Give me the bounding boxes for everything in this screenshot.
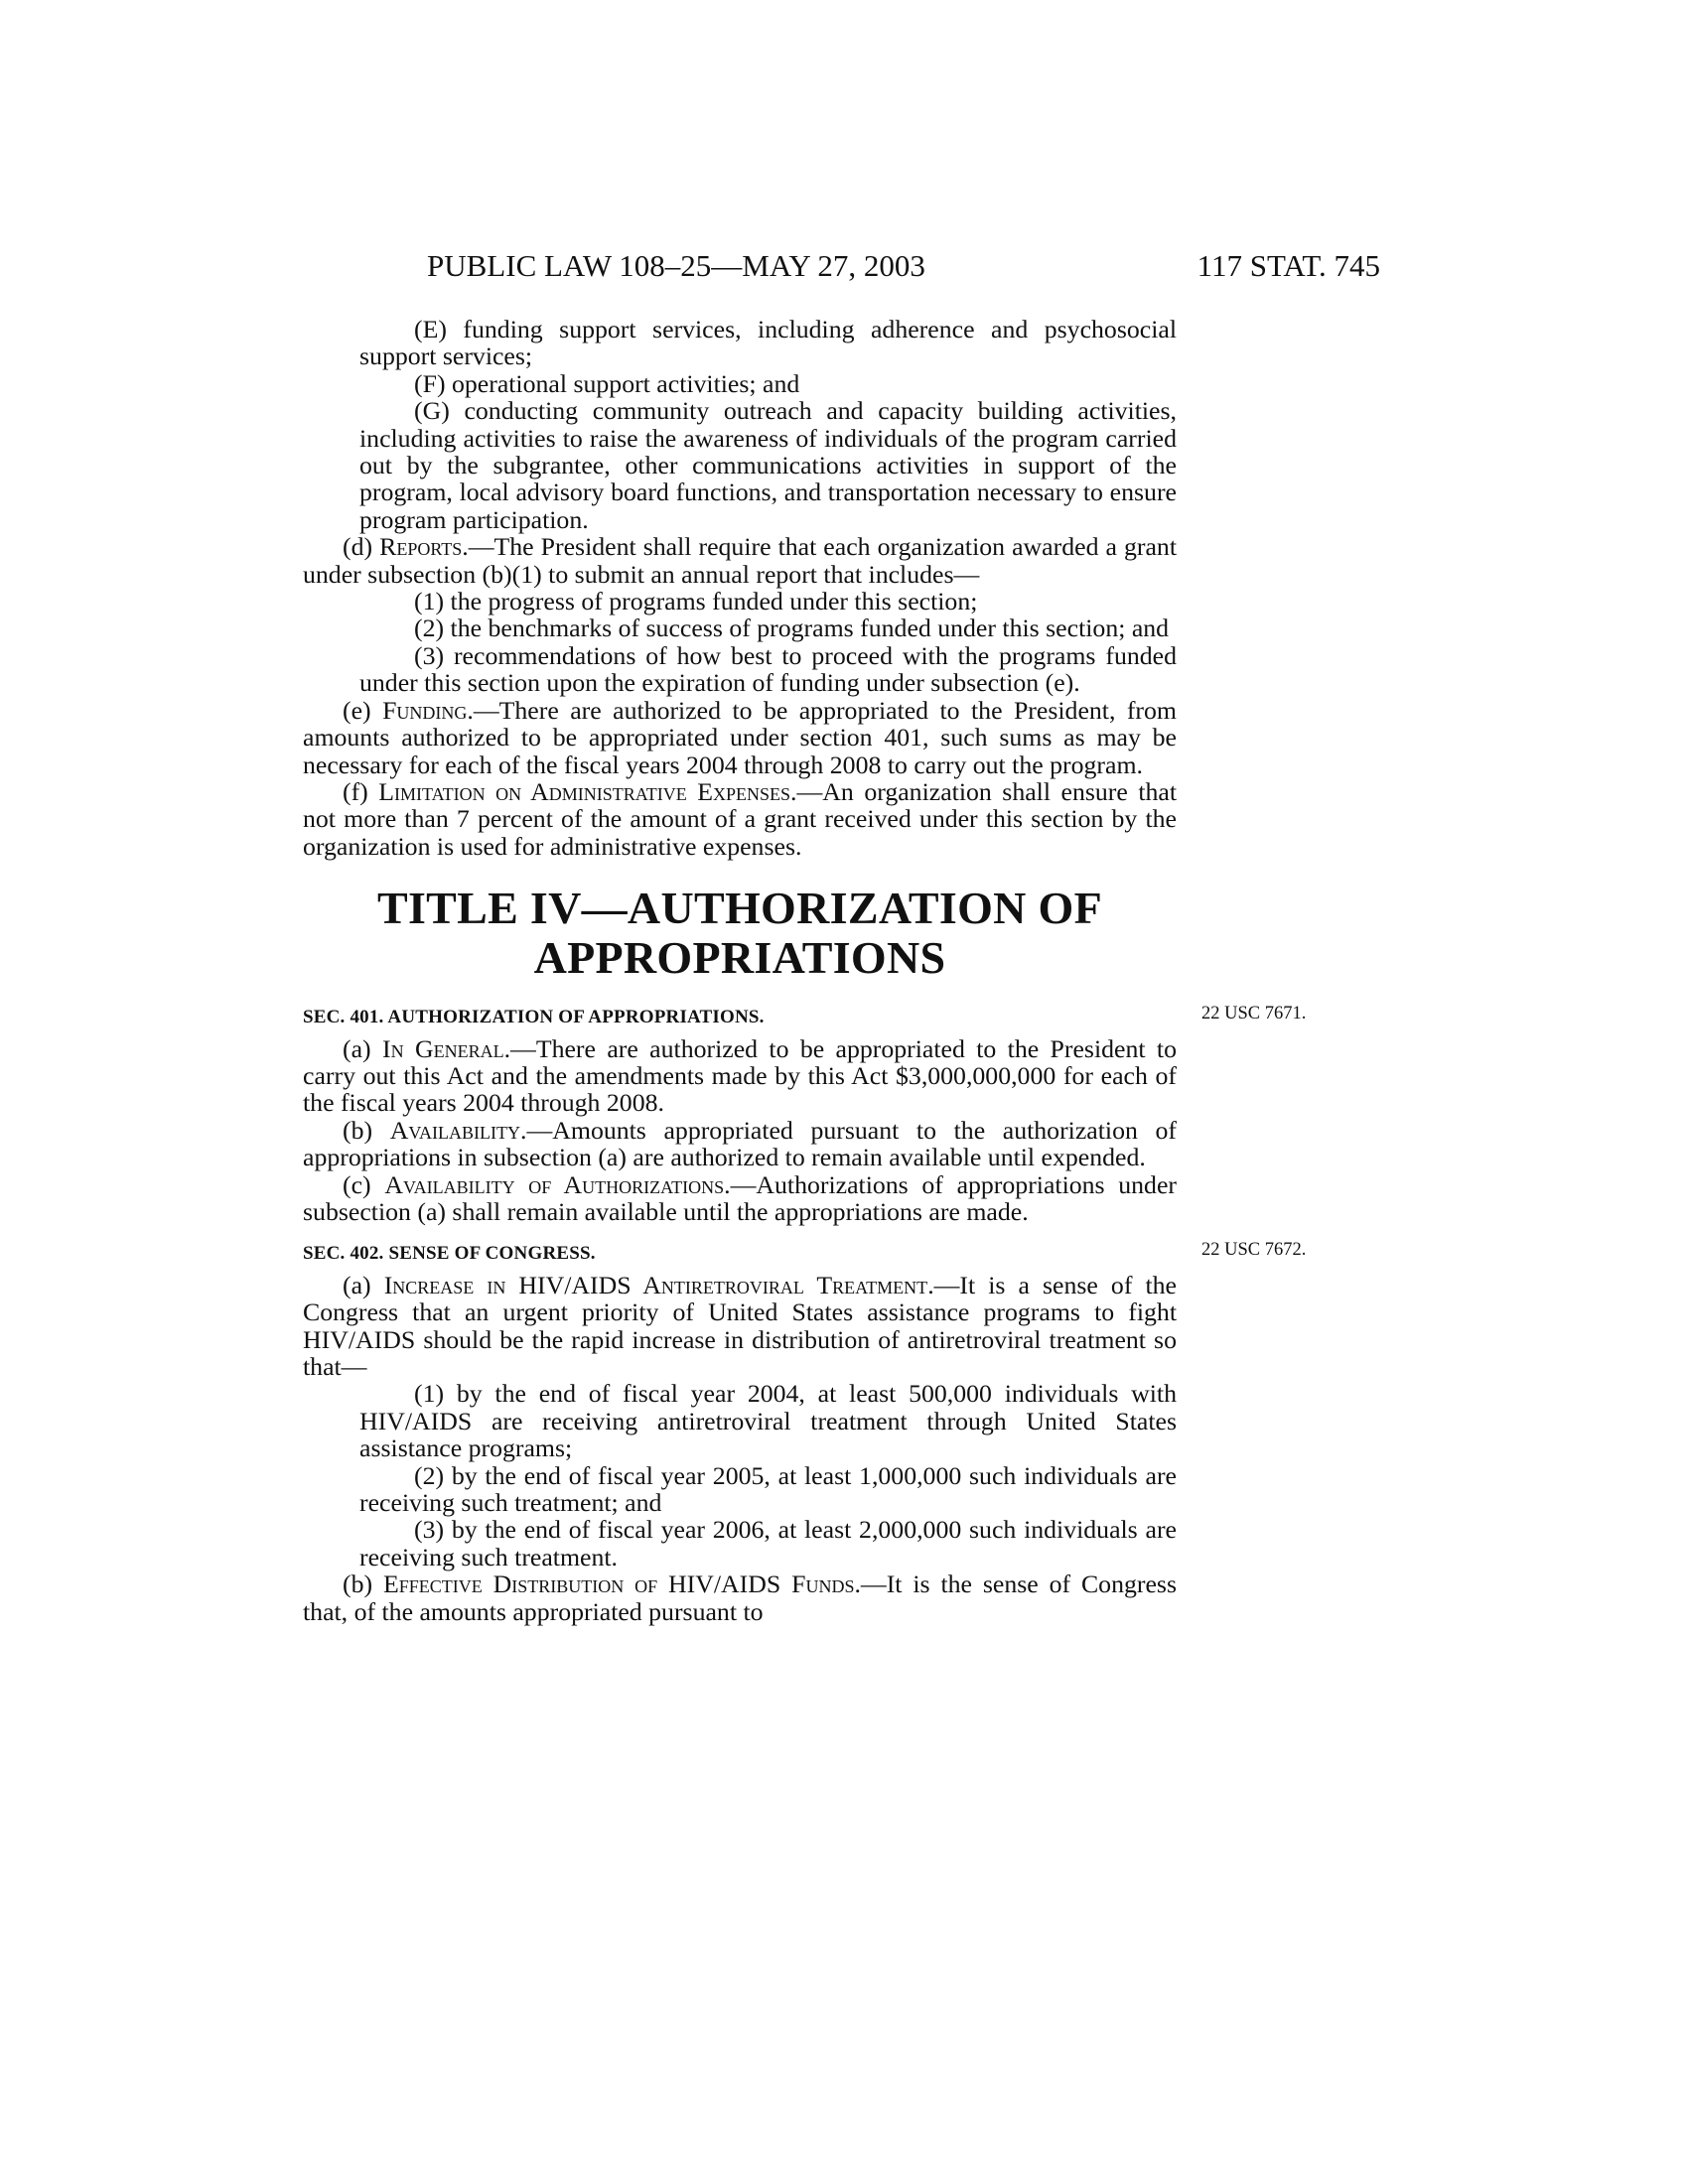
sec401-c-prefix: (c) <box>343 1169 385 1199</box>
subsection-d-label: Reports <box>379 532 463 562</box>
reports-item-2: (2) the benchmarks of success of programs funded under this section; and <box>414 614 1170 643</box>
sec402-a-text: .—It is a sense of the Congress that an urgent priority of United States assistance programs to fight HIV/AIDS should be the rapid increase in distribution of antiretroviral treatment so that— <box>303 1270 1177 1381</box>
title-line-2: APPROPRIATIONS <box>533 932 946 984</box>
subsection-d-prefix: (d) <box>343 532 380 562</box>
sec401-subsection-c <box>303 1171 1177 1226</box>
sec401-c-text: .—Authorizations of appropriations under subsection (a) shall remain available until the appropriations are made. <box>303 1169 1177 1226</box>
sec402-b-prefix: (b) <box>343 1570 383 1599</box>
item-f: (F) operational support activities; and <box>414 368 800 398</box>
section-401-margin-note: 22 USC 7671. <box>1201 1004 1307 1024</box>
sec401-subsection-b <box>303 1117 1177 1171</box>
sec401-b-label: Availability <box>389 1115 520 1145</box>
law-citation: PUBLIC LAW 108–25—MAY 27, 2003 <box>427 248 925 283</box>
sec402-subsection-a <box>303 1272 1177 1381</box>
sec401-c-label: Availability of Authorizations <box>384 1169 725 1199</box>
section-402-heading: SEC. 402. SENSE OF CONGRESS. <box>303 1243 596 1265</box>
sec402-subsection-b <box>303 1570 1177 1625</box>
statute-page-number: 117 STAT. 745 <box>1196 248 1380 283</box>
sec402-item-1: (1) by the end of fiscal year 2004, at least 500,000 individuals with HIV/AIDS are receiving antiretroviral treatment through United States assistance programs; <box>359 1379 1177 1463</box>
title-line-1: TITLE IV—AUTHORIZATION OF <box>376 883 1102 934</box>
subsection-e-text: .—There are authorized to be appropriated to the President, from amounts authorized to be appropriated under section 401, such sums as may be necessary for each of the fiscal years 2004 through 2008 to carry out the program. <box>303 695 1177 779</box>
subsection-f-limitation <box>303 778 1177 860</box>
subsection-f-prefix: (f) <box>343 776 379 806</box>
section-401-heading-row <box>303 1001 1307 1030</box>
sec402-a-prefix: (a) <box>343 1270 384 1299</box>
sec401-a-text: .—There are authorized to be appropriated to the President to carry out this Act and the amendments made by this Act $3,000,000,000 for each of the fiscal years 2004 through 2008. <box>303 1033 1177 1118</box>
item-g: (G) conducting community outreach and capacity building activities, including activities to raise the awareness of individuals of the program carried out by the subgrantee, other communications activities in support of the program, local advisory board functions, and transportation necessary to ensure program participation. <box>359 396 1177 534</box>
document-body <box>303 315 1307 1626</box>
subsection-e-prefix: (e) <box>343 695 383 725</box>
subsection-d-reports <box>303 533 1177 588</box>
subsection-e-label: Funding <box>382 695 468 725</box>
sec401-b-text: .—Amounts appropriated pursuant to the authorization of appropriations in subsection (a) are authorized to remain available until expended. <box>303 1115 1177 1172</box>
subsection-f-label: Limitation on Administrative Expenses <box>378 776 791 806</box>
sec401-a-prefix: (a) <box>343 1033 382 1063</box>
sec401-subsection-a <box>303 1035 1177 1117</box>
sec402-item-3: (3) by the end of fiscal year 2006, at least 2,000,000 such individuals are receiving such treatment. <box>359 1515 1177 1571</box>
subsection-e-funding <box>303 697 1177 778</box>
section-402-margin-note: 22 USC 7672. <box>1201 1240 1307 1261</box>
sec402-item-2: (2) by the end of fiscal year 2005, at least 1,000,000 such individuals are receiving such treatment; and <box>359 1460 1177 1518</box>
sec402-b-label: Effective Distribution of HIV/AIDS Funds <box>382 1570 855 1599</box>
reports-item-1: (1) the progress of programs funded under this section; <box>414 587 978 616</box>
running-header <box>298 248 1380 288</box>
section-402-heading-row <box>303 1237 1307 1267</box>
sec402-a-label: Increase in HIV/AIDS Antiretroviral Treatment <box>383 1270 928 1299</box>
reports-item-3: (3) recommendations of how best to proceed with the programs funded under this section upon the expiration of funding under subsection (e). <box>359 640 1177 698</box>
sec401-b-prefix: (b) <box>343 1115 390 1145</box>
subsection-f-text: .—An organization shall ensure that not more than 7 percent of the amount of a grant received under this section by the organization is used for administrative expenses. <box>303 776 1177 861</box>
section-401-heading: SEC. 401. AUTHORIZATION OF APPROPRIATIONS. <box>303 1007 765 1028</box>
item-e: (E) funding support services, including adherence and psychosocial support services; <box>359 315 1177 371</box>
sec402-b-text: .—It is the sense of Congress that, of the amounts appropriated pursuant to <box>303 1570 1177 1626</box>
sec401-a-label: In General <box>382 1033 504 1063</box>
title-heading <box>303 884 1177 983</box>
subsection-d-text: .—The President shall require that each organization awarded a grant under subsection (b)(1) to submit an annual report that includes— <box>303 532 1178 589</box>
